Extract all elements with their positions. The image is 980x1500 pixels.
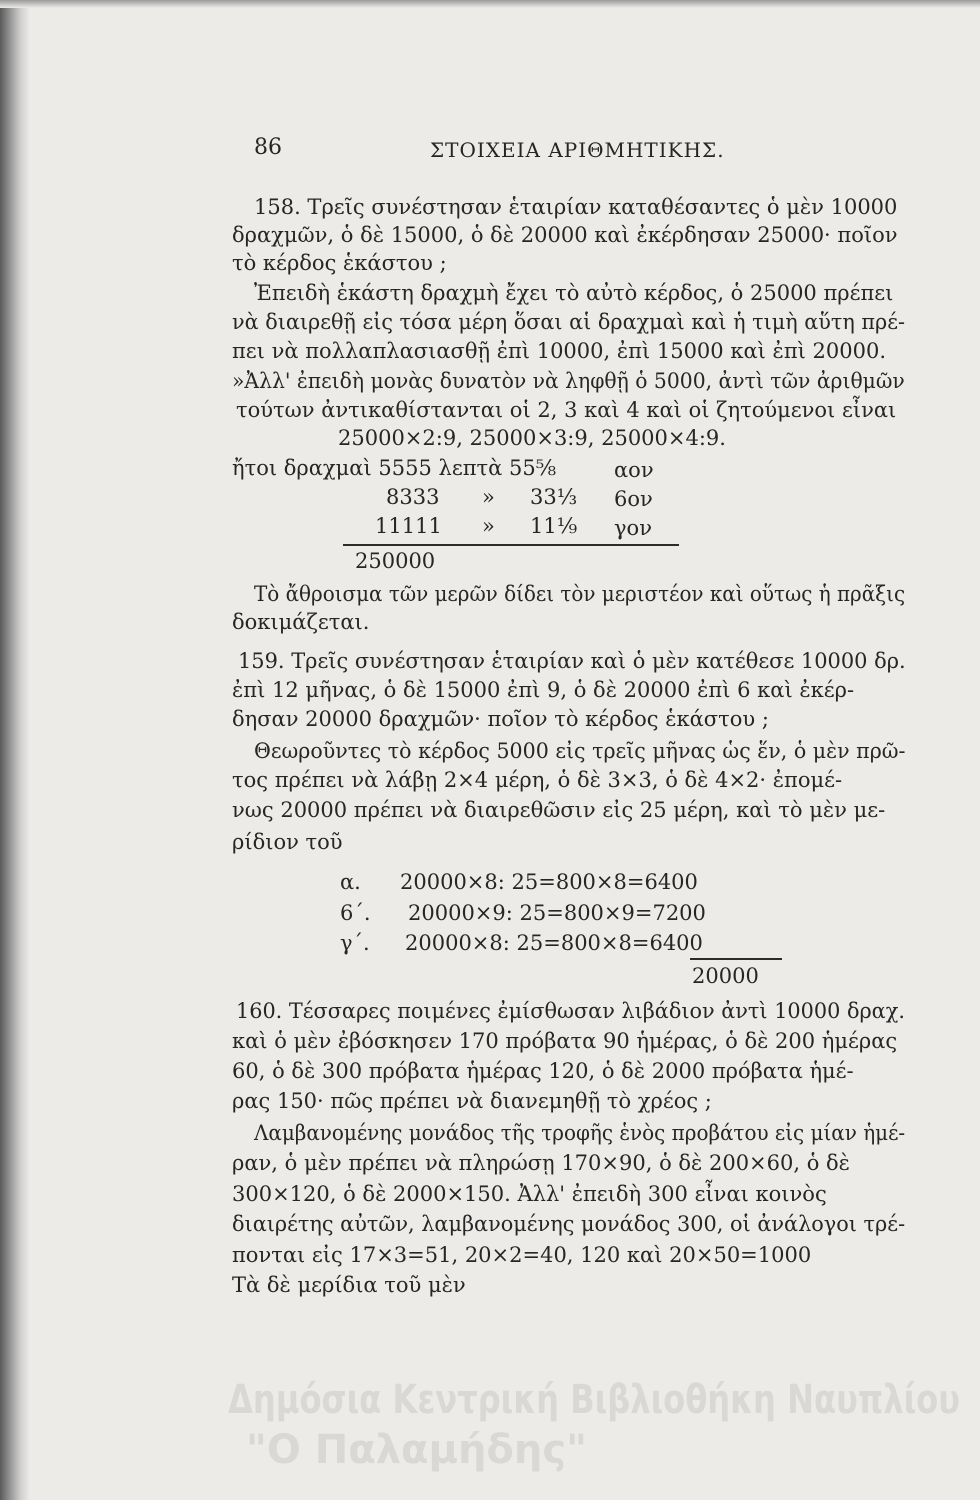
text-line: νως 20000 πρέπει νὰ διαιρεθῶσιν εἰς 25 μέρη, καὶ τὸ μὲν με- xyxy=(232,798,886,822)
text-line: δραχμῶν, ὁ δὲ 15000, ὁ δὲ 20000 καὶ ἐκέρδησαν 25000· ποῖον xyxy=(232,223,898,247)
sum-total: 250000 xyxy=(355,549,436,573)
text-line: 160. Τέσσαρες ποιμένες ἐμίσθωσαν λιβάδιον ἀντὶ 10000 δραχ. xyxy=(236,999,905,1023)
share-label-a: α. xyxy=(340,870,361,894)
formula-line: 25000×2:9, 25000×3:9, 25000×4:9. xyxy=(338,426,726,450)
table-row-2-drachmas: 8333 xyxy=(386,485,440,509)
text-line: πει νὰ πολλαπλασιασθῇ ἐπὶ 10000, ἐπὶ 15000 καὶ ἐπὶ 20000. xyxy=(232,339,887,363)
text-line: 300×120, ὁ δὲ 2000×150. Ἀλλ' ἐπειδὴ 300 εἶναι κοινὸς xyxy=(232,1182,827,1206)
text-line: Τὰ δὲ μερίδια τοῦ μὲν xyxy=(232,1273,466,1297)
share-label-c: γ΄. xyxy=(340,931,370,955)
text-line: νὰ διαιρεθῇ εἰς τόσα μέρη ὅσαι αἱ δραχμαὶ καὶ ἡ τιμὴ αὕτη πρέ- xyxy=(232,310,905,334)
text-line: Τὸ ἄθροισμα τῶν μερῶν δίδει τὸν μεριστέον καὶ οὕτως ἡ πρᾶξις xyxy=(254,582,906,606)
table-row-3-drachmas: 11111 xyxy=(375,514,442,538)
table-row-3-ditto: » xyxy=(482,514,495,538)
share-formula-b: 20000×9: 25=800×9=7200 xyxy=(408,901,706,925)
text-line: δησαν 20000 δραχμῶν· ποῖον τὸ κέρδος ἑκάστου ; xyxy=(232,707,769,731)
share-sum-total: 20000 xyxy=(692,964,759,988)
sum-rule xyxy=(343,544,679,546)
text-line: δοκιμάζεται. xyxy=(232,610,370,634)
library-watermark-line1: Δημόσια Κεντρική Βιβλιοθήκη Ναυπλίου xyxy=(228,1377,960,1423)
text-line: τος πρέπει νὰ λάβῃ 2×4 μέρη, ὁ δὲ 3×3, ὁ δὲ 4×2· ἐπομέ- xyxy=(232,768,843,792)
share-label-b: 6΄. xyxy=(340,901,371,925)
table-row-2-ditto: » xyxy=(482,485,495,509)
text-line: 158. Τρεῖς συνέστησαν ἑταιρίαν καταθέσαντες ὁ μὲν 10000 xyxy=(254,195,898,219)
table-row-1-ordinal: αον xyxy=(614,458,654,482)
share-sum-rule xyxy=(690,958,782,960)
text-line: ρας 150· πῶς πρέπει νὰ διανεμηθῇ τὸ χρέος ; xyxy=(232,1089,712,1113)
table-row-2-lepta: 33⅓ xyxy=(530,485,578,509)
text-line: 60, ὁ δὲ 300 πρόβατα ἡμέρας 120, ὁ δὲ 2000 πρόβατα ἡμέ- xyxy=(232,1059,854,1083)
share-formula-a: 20000×8: 25=800×8=6400 xyxy=(400,870,698,894)
text-line: 159. Τρεῖς συνέστησαν ἑταιρίαν καὶ ὁ μὲν κατέθεσε 10000 δρ. xyxy=(238,649,906,673)
table-row-2-ordinal: 6ον xyxy=(614,487,653,511)
text-line: ραν, ὁ μὲν πρέπει νὰ πληρώσῃ 170×90, ὁ δὲ 200×60, ὁ δὲ xyxy=(232,1151,850,1175)
page-number: 86 xyxy=(254,135,282,160)
text-line: τούτων ἀντικαθίστανται οἱ 2, 3 καὶ 4 καὶ οἱ ζητούμενοι εἶναι xyxy=(236,398,897,422)
text-line: διαιρέτης αὐτῶν, λαμβανομένης μονάδος 300, οἱ ἀνάλογοι τρέ- xyxy=(232,1212,906,1236)
table-row-3-lepta: 11⅑ xyxy=(530,514,578,538)
table-row-1-text: ἤτοι δραχμαὶ 5555 λεπτὰ 55⅝ xyxy=(232,456,557,480)
text-line: ρίδιον τοῦ xyxy=(232,830,343,854)
share-formula-c: 20000×8: 25=800×8=6400 xyxy=(405,931,703,955)
text-line: Λαμβανομένης μονάδος τῆς τροφῆς ἑνὸς προβάτου εἰς μίαν ἡμέ- xyxy=(254,1121,906,1145)
running-title: ΣΤΟΙΧΕΙΑ ΑΡΙΘΜΗΤΙΚΗΣ. xyxy=(430,138,725,162)
text-line: τὸ κέρδος ἑκάστου ; xyxy=(232,251,447,275)
text-line: ἐπὶ 12 μῆνας, ὁ δὲ 15000 ἐπὶ 9, ὁ δὲ 20000 ἐπὶ 6 καὶ ἐκέρ- xyxy=(232,678,855,702)
table-row-3-ordinal: γον xyxy=(614,516,652,540)
text-line: Θεωροῦντες τὸ κέρδος 5000 εἰς τρεῖς μῆνας ὡς ἕν, ὁ μὲν πρῶ- xyxy=(254,739,906,763)
text-line: Ἐπειδὴ ἑκάστη δραχμὴ ἔχει τὸ αὐτὸ κέρδος, ὁ 25000 πρέπει xyxy=(254,281,894,305)
text-line: πονται εἰς 17×3=51, 20×2=40, 120 καὶ 20×50=1000 xyxy=(232,1243,812,1267)
text-line: »Ἀλλ' ἐπειδὴ μονὰς δυνατὸν νὰ ληφθῇ ὁ 5000, ἀντὶ τῶν ἀριθμῶν xyxy=(232,369,905,393)
library-watermark-line2: "Ο Παλαμήδης" xyxy=(246,1427,587,1473)
text-line: καὶ ὁ μὲν ἐβόσκησεν 170 πρόβατα 90 ἡμέρας, ὁ δὲ 200 ἡμέρας xyxy=(232,1029,898,1053)
